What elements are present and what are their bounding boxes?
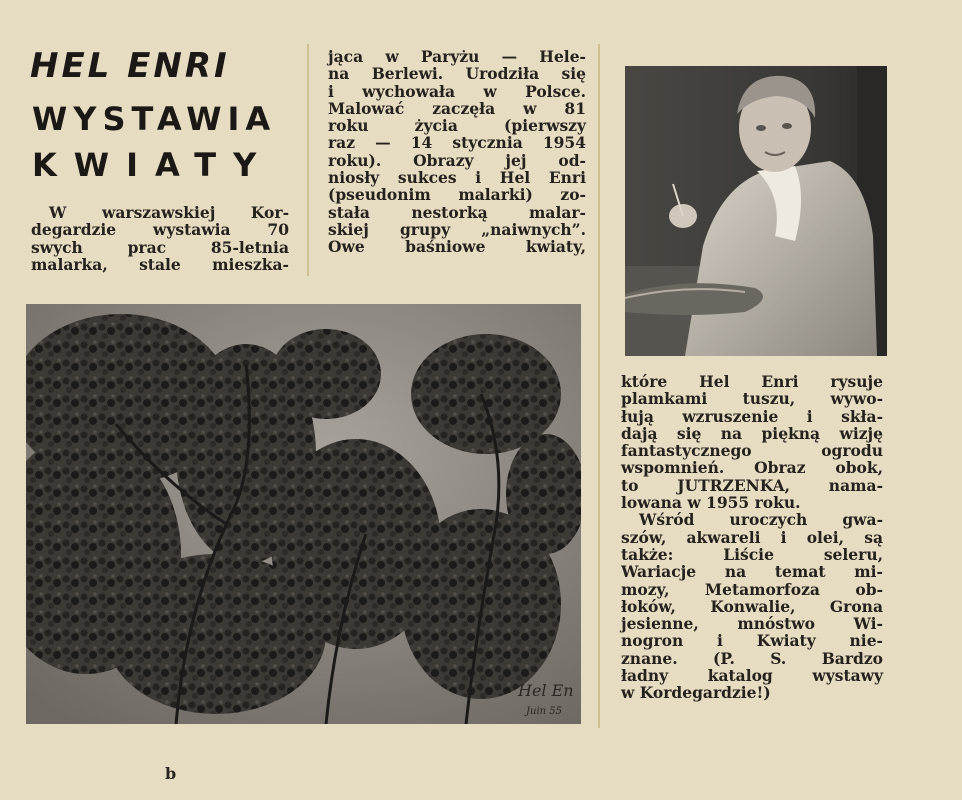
column-line: raz — 14 stycznia 1954	[328, 133, 586, 153]
article-column-2	[328, 48, 586, 256]
artist-portrait-image	[625, 66, 887, 356]
column-line: ładny katalog wystawy	[621, 666, 883, 686]
column-rule	[307, 44, 309, 276]
column-line: Malować zaczęła w 81	[328, 98, 586, 118]
page-folio: b	[165, 764, 177, 783]
column-line: wspomnień. Obraz obok,	[621, 458, 883, 478]
column-line: szów, akwareli i olei, są	[621, 527, 883, 547]
column-line: łoków, Konwalie, Grona	[621, 596, 883, 616]
article-column-3	[621, 373, 883, 702]
column-line: to JUTRZENKA, nama-	[621, 475, 883, 495]
column-line: łują wzruszenie i skła-	[621, 406, 883, 426]
headline-object: KWIATY	[32, 146, 274, 184]
artist-photo	[625, 66, 887, 356]
painting-signature-date: Juin 55	[526, 706, 562, 717]
column-line: degardzie wystawia 70	[31, 220, 289, 240]
column-line: malarka, stale mieszka-	[31, 254, 289, 274]
column-line: W warszawskiej Kor-	[49, 203, 289, 222]
column-line: fantastycznego ogrodu	[621, 441, 883, 461]
column-line: i wychowała w Polsce.	[328, 81, 586, 101]
column-line: które Hel Enri rysuje	[621, 372, 883, 391]
column-line: swych prac 85-letnia	[31, 237, 289, 257]
article-column-1	[31, 204, 289, 273]
column-line: znane. (P. S. Bardzo	[621, 648, 883, 668]
headline-name: HEL ENRI	[30, 46, 230, 86]
painting-signature: Hel En	[518, 681, 574, 700]
painting-image	[26, 304, 581, 724]
column-line: roku). Obrazy jej od-	[328, 150, 586, 170]
column-line: Wśród uroczych gwa-	[639, 510, 883, 530]
column-line: mozy, Metamorfoza ob-	[621, 579, 883, 599]
column-line: na Berlewi. Urodziła się	[328, 64, 586, 84]
column-line: (pseudonim malarki) zo-	[328, 185, 586, 205]
column-line: dają się na piękną wizję	[621, 423, 883, 443]
column-line: stała nestorką malar-	[328, 202, 586, 222]
column-line: jesienne, mnóstwo Wi-	[621, 614, 883, 634]
column-line: także: Liście seleru,	[621, 544, 883, 564]
column-line: skiej grupy „naiwnych”.	[328, 219, 586, 239]
column-rule	[598, 44, 600, 728]
column-line: jąca w Paryżu — Hele-	[328, 47, 586, 66]
painting-jutrzenka	[26, 304, 581, 724]
column-line: plamkami tuszu, wywo-	[621, 389, 883, 409]
column-line: w Kordegardzie!)	[621, 683, 771, 703]
column-line: lowana w 1955 roku.	[621, 493, 801, 513]
column-line: roku życia (pierwszy	[328, 116, 586, 136]
column-line: Wariacje na temat mi-	[621, 562, 883, 582]
column-line: Owe baśniowe kwiaty,	[328, 237, 586, 257]
column-line: nogron i Kwiaty nie-	[621, 631, 883, 651]
column-line: niosły sukces i Hel Enri	[328, 168, 586, 188]
headline-verb: WYSTAWIA	[32, 100, 277, 138]
